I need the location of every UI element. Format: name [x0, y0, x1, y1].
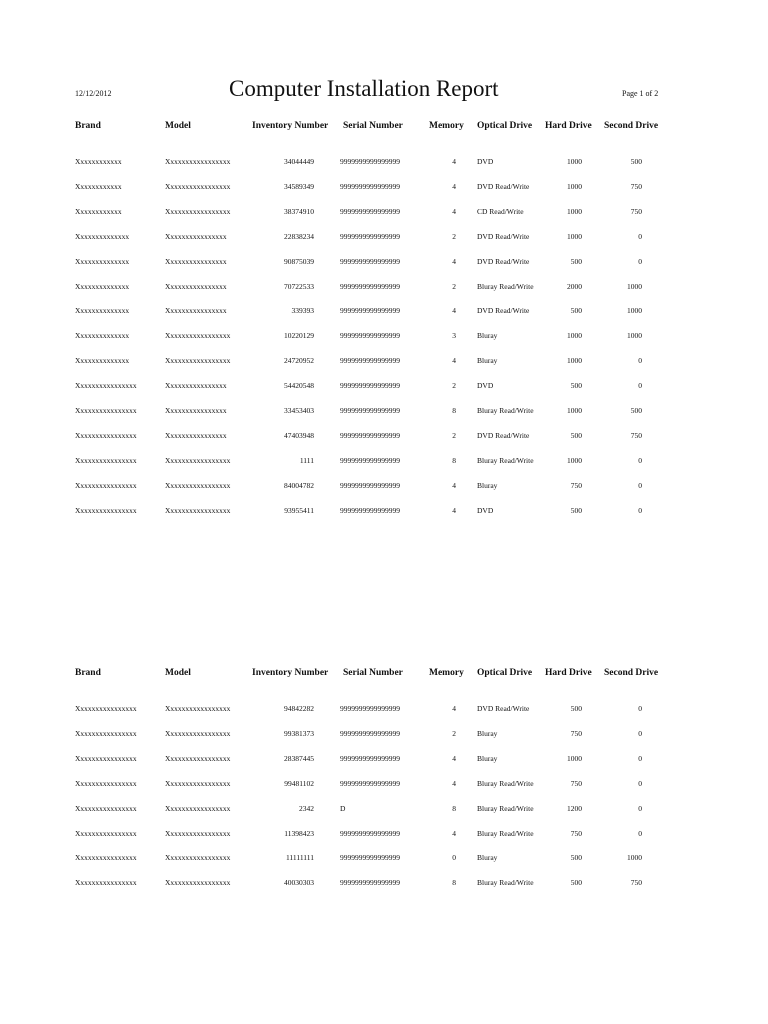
second-drive-cell: 0 — [638, 381, 642, 391]
inventory-number-cell: 1111 — [299, 455, 314, 465]
brand-cell: Xxxxxxxxxxxxxx — [75, 306, 130, 316]
table-row — [0, 331, 768, 345]
model-cell: Xxxxxxxxxxxxxxxx — [165, 256, 227, 266]
second-drive-cell: 0 — [638, 803, 642, 813]
inventory-number-header: Inventory Number — [252, 121, 329, 131]
optical-drive-cell: DVD — [477, 381, 494, 391]
second-drive-cell: 500 — [630, 406, 642, 415]
memory-cell: 8 — [452, 878, 456, 888]
model-cell: Xxxxxxxxxxxxxxxx — [165, 306, 227, 316]
table-row — [0, 779, 768, 793]
table-row — [0, 182, 768, 196]
hard-drive-cell: 1000 — [567, 406, 582, 415]
second-drive-cell: 0 — [638, 505, 642, 515]
brand-cell: Xxxxxxxxxxxxxxxx — [75, 753, 137, 763]
table-row — [0, 456, 768, 470]
memory-cell: 2 — [452, 430, 456, 440]
second-drive-cell: 750 — [630, 878, 642, 888]
table-header-row — [0, 668, 768, 682]
second-drive-cell: 0 — [638, 480, 642, 490]
hard-drive-cell: 750 — [570, 778, 582, 788]
brand-cell: Xxxxxxxxxxxx — [75, 206, 122, 216]
brand-cell: Xxxxxxxxxxxxxxxx — [75, 728, 137, 738]
second-drive-cell: 0 — [638, 704, 642, 713]
model-cell: Xxxxxxxxxxxxxxxxx — [165, 704, 231, 713]
brand-cell: Xxxxxxxxxxxxxxxx — [75, 381, 137, 391]
table-header-row — [0, 121, 768, 135]
report-title: Computer Installation Report — [229, 76, 499, 101]
serial-number-header: Serial Number — [343, 668, 403, 678]
second-drive-cell: 500 — [630, 157, 642, 166]
optical-drive-cell: Bluray Read/Write — [477, 828, 534, 838]
table-row — [0, 381, 768, 395]
optical-drive-cell: DVD Read/Write — [477, 704, 530, 713]
second-drive-cell: 1000 — [627, 331, 642, 341]
hard-drive-cell: 1000 — [567, 455, 582, 465]
memory-cell: 2 — [452, 728, 456, 738]
inventory-number-cell: 99481102 — [284, 778, 314, 788]
serial-number-cell: 9999999999999999 — [340, 306, 400, 316]
memory-cell: 4 — [452, 157, 456, 166]
table-row — [0, 282, 768, 296]
model-cell: Xxxxxxxxxxxxxxxx — [165, 381, 227, 391]
inventory-number-cell: 94842282 — [284, 704, 314, 713]
memory-cell: 3 — [452, 331, 456, 341]
memory-cell: 4 — [452, 206, 456, 216]
hard-drive-cell: 1000 — [567, 231, 582, 241]
hard-drive-cell: 500 — [570, 256, 582, 266]
model-header: Model — [165, 668, 191, 678]
optical-drive-cell: DVD Read/Write — [477, 256, 530, 266]
second-drive-cell: 0 — [638, 356, 642, 366]
serial-number-cell: 9999999999999999 — [340, 256, 400, 266]
inventory-number-cell: 47403948 — [284, 430, 314, 440]
second-drive-cell: 1000 — [627, 853, 642, 863]
second-drive-cell: 0 — [638, 728, 642, 738]
table-row — [0, 754, 768, 768]
inventory-number-cell: 11111111 — [285, 853, 314, 863]
memory-cell: 8 — [452, 803, 456, 813]
brand-header: Brand — [75, 121, 101, 131]
second-drive-cell: 1000 — [627, 281, 642, 291]
brand-cell: Xxxxxxxxxxxxxxxx — [75, 505, 137, 515]
second-drive-header: Second Drive — [604, 668, 659, 678]
model-cell: Xxxxxxxxxxxxxxxxx — [165, 181, 231, 191]
optical-drive-cell: Bluray Read/Write — [477, 778, 534, 788]
brand-cell: Xxxxxxxxxxxxxxxx — [75, 455, 137, 465]
brand-header: Brand — [75, 668, 101, 678]
inventory-number-cell: 24720952 — [284, 356, 314, 366]
optical-drive-cell: CD Read/Write — [477, 206, 524, 216]
inventory-number-cell: 22838234 — [284, 231, 314, 241]
optical-drive-cell: Bluray Read/Write — [477, 455, 534, 465]
inventory-number-cell: 10220129 — [284, 331, 314, 341]
hard-drive-cell: 1000 — [567, 157, 582, 166]
hard-drive-cell: 500 — [570, 704, 582, 713]
brand-cell: Xxxxxxxxxxxxxxxx — [75, 853, 137, 863]
hard-drive-cell: 500 — [570, 505, 582, 515]
page-indicator: Page 1 of 2 — [622, 89, 659, 98]
brand-cell: Xxxxxxxxxxxxxxxx — [75, 828, 137, 838]
model-cell: Xxxxxxxxxxxxxxxx — [165, 430, 227, 440]
brand-cell: Xxxxxxxxxxxxxxxx — [75, 406, 137, 415]
brand-cell: Xxxxxxxxxxxxxxxx — [75, 778, 137, 788]
model-cell: Xxxxxxxxxxxxxxxxx — [165, 157, 231, 166]
hard-drive-cell: 1000 — [567, 206, 582, 216]
second-drive-cell: 0 — [638, 778, 642, 788]
hard-drive-cell: 750 — [570, 480, 582, 490]
serial-number-cell: 9999999999999999 — [340, 281, 400, 291]
inventory-number-cell: 34044449 — [284, 157, 314, 166]
optical-drive-cell: Bluray — [477, 480, 498, 490]
table-row — [0, 356, 768, 370]
hard-drive-cell: 1000 — [567, 753, 582, 763]
hard-drive-cell: 1000 — [567, 181, 582, 191]
memory-cell: 4 — [452, 356, 456, 366]
memory-cell: 4 — [452, 480, 456, 490]
hard-drive-cell: 1000 — [567, 331, 582, 341]
model-cell: Xxxxxxxxxxxxxxxxx — [165, 853, 231, 863]
memory-header: Memory — [429, 668, 464, 678]
model-cell: Xxxxxxxxxxxxxxxxx — [165, 728, 231, 738]
serial-number-cell: 9999999999999999 — [340, 853, 400, 863]
optical-drive-cell: DVD Read/Write — [477, 181, 530, 191]
optical-drive-cell: Bluray — [477, 356, 498, 366]
table-row — [0, 257, 768, 271]
memory-cell: 8 — [452, 455, 456, 465]
serial-number-cell: 9999999999999999 — [340, 231, 400, 241]
hard-drive-cell: 500 — [570, 381, 582, 391]
second-drive-cell: 0 — [638, 828, 642, 838]
inventory-number-cell: 99381373 — [284, 728, 314, 738]
table-row — [0, 506, 768, 520]
optical-drive-cell: Bluray — [477, 853, 498, 863]
inventory-number-cell: 339393 — [291, 306, 314, 316]
brand-cell: Xxxxxxxxxxxx — [75, 181, 122, 191]
memory-cell: 4 — [452, 704, 456, 713]
second-drive-cell: 750 — [630, 181, 642, 191]
optical-drive-cell: Bluray Read/Write — [477, 281, 534, 291]
hard-drive-cell: 2000 — [567, 281, 582, 291]
model-cell: Xxxxxxxxxxxxxxxxx — [165, 803, 231, 813]
serial-number-cell: 9999999999999999 — [340, 430, 400, 440]
inventory-number-cell: 28387445 — [284, 753, 314, 763]
brand-cell: Xxxxxxxxxxxxxx — [75, 281, 130, 291]
hard-drive-cell: 500 — [570, 306, 582, 316]
second-drive-cell: 0 — [638, 455, 642, 465]
optical-drive-cell: Bluray — [477, 331, 498, 341]
table-row — [0, 207, 768, 221]
inventory-number-cell: 40030303 — [284, 878, 314, 888]
brand-cell: Xxxxxxxxxxxxxx — [75, 231, 130, 241]
optical-drive-cell: Bluray Read/Write — [477, 878, 534, 888]
serial-number-header: Serial Number — [343, 121, 403, 131]
model-header: Model — [165, 121, 191, 131]
optical-drive-header: Optical Drive — [477, 668, 533, 678]
serial-number-cell: 9999999999999999 — [340, 878, 400, 888]
serial-number-cell: 9999999999999999 — [340, 505, 400, 515]
serial-number-cell: 9999999999999999 — [340, 753, 400, 763]
inventory-number-cell: 38374910 — [284, 206, 314, 216]
table-row — [0, 406, 768, 420]
model-cell: Xxxxxxxxxxxxxxxx — [165, 406, 227, 415]
memory-cell: 2 — [452, 231, 456, 241]
hard-drive-cell: 500 — [570, 430, 582, 440]
table-row — [0, 853, 768, 867]
model-cell: Xxxxxxxxxxxxxxxx — [165, 231, 227, 241]
optical-drive-header: Optical Drive — [477, 121, 533, 131]
model-cell: Xxxxxxxxxxxxxxxx — [165, 281, 227, 291]
hard-drive-cell: 750 — [570, 828, 582, 838]
table-row — [0, 431, 768, 445]
model-cell: Xxxxxxxxxxxxxxxxx — [165, 753, 231, 763]
serial-number-cell: D — [340, 803, 346, 813]
table-row — [0, 878, 768, 892]
brand-cell: Xxxxxxxxxxxxxx — [75, 256, 130, 266]
optical-drive-cell: DVD Read/Write — [477, 430, 530, 440]
memory-cell: 4 — [452, 828, 456, 838]
optical-drive-cell: DVD Read/Write — [477, 306, 530, 316]
model-cell: Xxxxxxxxxxxxxxxxx — [165, 480, 231, 490]
second-drive-cell: 750 — [630, 430, 642, 440]
serial-number-cell: 9999999999999999 — [340, 455, 400, 465]
serial-number-cell: 9999999999999999 — [340, 728, 400, 738]
table-row — [0, 157, 768, 171]
inventory-number-cell: 2342 — [299, 803, 314, 813]
inventory-number-cell: 70722533 — [284, 281, 314, 291]
hard-drive-cell: 750 — [570, 728, 582, 738]
inventory-number-cell: 93955411 — [284, 505, 314, 515]
memory-cell: 8 — [452, 406, 456, 415]
memory-cell: 2 — [452, 381, 456, 391]
model-cell: Xxxxxxxxxxxxxxxxx — [165, 828, 231, 838]
serial-number-cell: 9999999999999999 — [340, 480, 400, 490]
serial-number-cell: 9999999999999999 — [340, 828, 400, 838]
memory-header: Memory — [429, 121, 464, 131]
model-cell: Xxxxxxxxxxxxxxxxx — [165, 206, 231, 216]
serial-number-cell: 9999999999999999 — [340, 381, 400, 391]
memory-cell: 4 — [452, 778, 456, 788]
second-drive-header: Second Drive — [604, 121, 659, 131]
hard-drive-cell: 1000 — [567, 356, 582, 366]
table-row — [0, 729, 768, 743]
model-cell: Xxxxxxxxxxxxxxxxx — [165, 331, 231, 341]
memory-cell: 2 — [452, 281, 456, 291]
second-drive-cell: 750 — [630, 206, 642, 216]
hard-drive-header: Hard Drive — [545, 121, 592, 131]
serial-number-cell: 9999999999999999 — [340, 331, 400, 341]
second-drive-cell: 1000 — [627, 306, 642, 316]
serial-number-cell: 9999999999999999 — [340, 778, 400, 788]
model-cell: Xxxxxxxxxxxxxxxxx — [165, 356, 231, 366]
table-row — [0, 829, 768, 843]
brand-cell: Xxxxxxxxxxxxxxxx — [75, 878, 137, 888]
hard-drive-cell: 500 — [570, 878, 582, 888]
inventory-number-cell: 84004782 — [284, 480, 314, 490]
serial-number-cell: 9999999999999999 — [340, 181, 400, 191]
memory-cell: 4 — [452, 256, 456, 266]
hard-drive-cell: 1200 — [567, 803, 582, 813]
model-cell: Xxxxxxxxxxxxxxxxx — [165, 778, 231, 788]
brand-cell: Xxxxxxxxxxxxxx — [75, 356, 130, 366]
optical-drive-cell: DVD — [477, 157, 494, 166]
table-row — [0, 306, 768, 320]
serial-number-cell: 9999999999999999 — [340, 356, 400, 366]
model-cell: Xxxxxxxxxxxxxxxxx — [165, 878, 231, 888]
model-cell: Xxxxxxxxxxxxxxxxx — [165, 505, 231, 515]
brand-cell: Xxxxxxxxxxxxxxxx — [75, 430, 137, 440]
memory-cell: 4 — [452, 505, 456, 515]
memory-cell: 0 — [452, 853, 456, 863]
inventory-number-cell: 54420548 — [284, 381, 314, 391]
report-date: 12/12/2012 — [75, 89, 112, 98]
memory-cell: 4 — [452, 306, 456, 316]
optical-drive-cell: DVD — [477, 505, 494, 515]
second-drive-cell: 0 — [638, 256, 642, 266]
serial-number-cell: 9999999999999999 — [340, 704, 400, 713]
brand-cell: Xxxxxxxxxxxxxxxx — [75, 480, 137, 490]
optical-drive-cell: DVD Read/Write — [477, 231, 530, 241]
memory-cell: 4 — [452, 753, 456, 763]
inventory-number-cell: 90875039 — [284, 256, 314, 266]
optical-drive-cell: Bluray — [477, 728, 498, 738]
serial-number-cell: 9999999999999999 — [340, 206, 400, 216]
brand-cell: Xxxxxxxxxxxxxx — [75, 331, 130, 341]
second-drive-cell: 0 — [638, 231, 642, 241]
serial-number-cell: 9999999999999999 — [340, 406, 400, 415]
inventory-number-cell: 11398423 — [284, 828, 314, 838]
optical-drive-cell: Bluray — [477, 753, 498, 763]
second-drive-cell: 0 — [638, 753, 642, 763]
hard-drive-header: Hard Drive — [545, 668, 592, 678]
table-row — [0, 704, 768, 718]
table-row — [0, 232, 768, 246]
brand-cell: Xxxxxxxxxxxx — [75, 157, 122, 166]
table-row — [0, 481, 768, 495]
optical-drive-cell: Bluray Read/Write — [477, 803, 534, 813]
table-row — [0, 804, 768, 818]
inventory-number-cell: 34589349 — [284, 181, 314, 191]
model-cell: Xxxxxxxxxxxxxxxxx — [165, 455, 231, 465]
inventory-number-header: Inventory Number — [252, 668, 329, 678]
memory-cell: 4 — [452, 181, 456, 191]
optical-drive-cell: Bluray Read/Write — [477, 406, 534, 415]
serial-number-cell: 9999999999999999 — [340, 157, 400, 166]
brand-cell: Xxxxxxxxxxxxxxxx — [75, 803, 137, 813]
brand-cell: Xxxxxxxxxxxxxxxx — [75, 704, 137, 713]
inventory-number-cell: 33453403 — [284, 406, 314, 415]
hard-drive-cell: 500 — [570, 853, 582, 863]
